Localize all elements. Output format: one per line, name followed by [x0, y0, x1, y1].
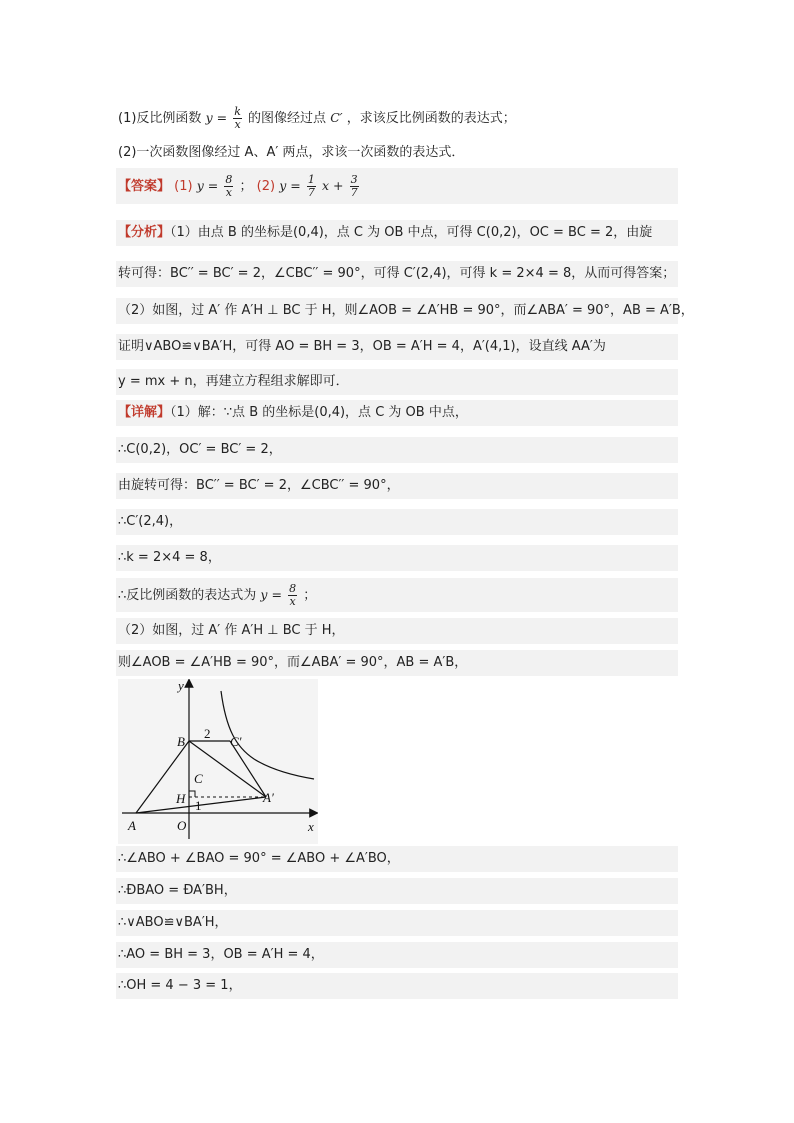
label-h: H: [176, 791, 186, 806]
answer-part2-den1: 7: [307, 186, 315, 199]
segment-c-prime-a-prime: [230, 741, 266, 797]
detail-line-13: ∴OH = 4 − 3 = 1，: [116, 973, 678, 999]
detail-line-1: [116, 400, 678, 426]
segment-ba-prime: [189, 741, 266, 797]
detail-line-8: 则∠AOB = ∠A′HB = 90°，而∠ABA′ = 90°，AB = A′B，: [116, 650, 678, 676]
q1-frac-den: x: [234, 118, 241, 131]
answer-separator: ；: [239, 179, 253, 194]
answer-part2-mid: x +: [322, 178, 344, 193]
analysis-line-4: 证明∨ABO≌∨BA′H，可得 AO = BH = 3，OB = A′H = 4，A′(4,1)，设直线 AA′为: [116, 334, 678, 360]
label-origin: O: [177, 818, 187, 833]
analysis-tag: 【分析】: [118, 225, 171, 240]
right-angle-mark: [189, 791, 195, 797]
detail-6-prefix: ∴反比例函数的表达式为: [118, 588, 257, 603]
detail-6-den: x: [289, 595, 296, 608]
answer-part2-fraction2: [350, 174, 359, 199]
detail-text-1: （1）解：∵点 B 的坐标是(0,4)，点 C 为 OB 中点，: [170, 405, 468, 420]
answer-part2-num1: 1: [307, 173, 315, 186]
analysis-line-1: [116, 220, 678, 246]
answer-part2-fraction1: [307, 174, 316, 199]
analysis-text-1: （1）由点 B 的坐标是(0,4)，点 C 为 OB 中点，可得 C(0,2)，OC = BC = 2，由旋: [170, 225, 653, 240]
detail-line-9: ∴∠ABO + ∠BAO = 90° = ∠ABO + ∠A′BO，: [116, 846, 678, 872]
label-a: A: [128, 818, 136, 833]
detail-line-12: ∴AO = BH = 3，OB = A′H = 4，: [116, 942, 678, 968]
label-c-prime: C′: [230, 734, 242, 749]
detail-line-7: （2）如图，过 A′ 作 A′H ⊥ BC 于 H，: [116, 618, 678, 644]
answer-line: [116, 168, 678, 204]
q1-mid: 的图像经过点: [248, 111, 327, 126]
question-1: [118, 106, 516, 131]
answer-part2-den2: 7: [350, 186, 358, 199]
q1-point: C′: [330, 110, 343, 125]
geometry-figure: [118, 679, 318, 844]
label-b: B: [177, 734, 185, 749]
detail-line-10: ∴ÐBAO = ÐA′BH，: [116, 878, 678, 904]
detail-tag: 【详解】: [118, 405, 171, 420]
label-segment-2: 2: [204, 726, 211, 741]
detail-6-num: 8: [289, 582, 297, 595]
label-a-prime: A′: [263, 790, 274, 805]
detail-line-11: ∴∨ABO≌∨BA′H，: [116, 910, 678, 936]
detail-line-6: [116, 578, 678, 612]
answer-part1-fraction: [224, 174, 233, 199]
detail-line-2: ∴C(0,2)，OC′ = BC′ = 2，: [116, 437, 678, 463]
detail-line-4: ∴C′(2,4)，: [116, 509, 678, 535]
analysis-line-2: 转可得：BC′′ = BC′ = 2，∠CBC′′ = 90°，可得 C′(2,4)，可得 k = 2×4 = 8，从而可得答案；: [116, 261, 678, 287]
answer-part1-label: (1): [174, 179, 193, 194]
analysis-line-5: y = mx + n，再建立方程组求解即可．: [116, 369, 678, 395]
label-c: C: [194, 771, 203, 786]
answer-part2-label: (2): [256, 179, 276, 194]
q1-fraction: [233, 106, 242, 131]
detail-6-fraction: [288, 583, 297, 608]
q1-prefix: (1)反比例函数: [118, 111, 202, 126]
label-x-axis: x: [308, 819, 314, 834]
answer-part1-num: 8: [225, 173, 233, 186]
answer-part1-lhs: y =: [196, 178, 219, 193]
q1-frac-num: k: [234, 105, 241, 118]
question-2: (2)一次函数图像经过 A、A′ 两点，求该一次函数的表达式．: [118, 145, 465, 160]
answer-part2-num2: 3: [350, 173, 358, 186]
detail-line-5: ∴k = 2×4 = 8，: [116, 545, 678, 571]
answer-part1-den: x: [225, 186, 232, 199]
q1-lhs: y =: [205, 110, 228, 125]
label-segment-1: 1: [195, 798, 202, 813]
figure-svg: [118, 679, 318, 844]
label-y-axis: y: [178, 679, 184, 693]
answer-part2-lhs: y =: [279, 178, 301, 193]
detail-line-3: 由旋转可得：BC′′ = BC′ = 2，∠CBC′′ = 90°，: [116, 473, 678, 499]
q1-post: ，求该反比例函数的表达式；: [346, 111, 516, 126]
detail-6-lhs: y =: [260, 587, 282, 602]
answer-tag: 【答案】: [118, 179, 171, 194]
detail-6-post: ；: [303, 588, 317, 603]
analysis-line-3: （2）如图，过 A′ 作 A′H ⊥ BC 于 H，则∠AOB = ∠A′HB = 90°，而∠ABA′ = 90°，AB = A′B，: [116, 298, 678, 324]
